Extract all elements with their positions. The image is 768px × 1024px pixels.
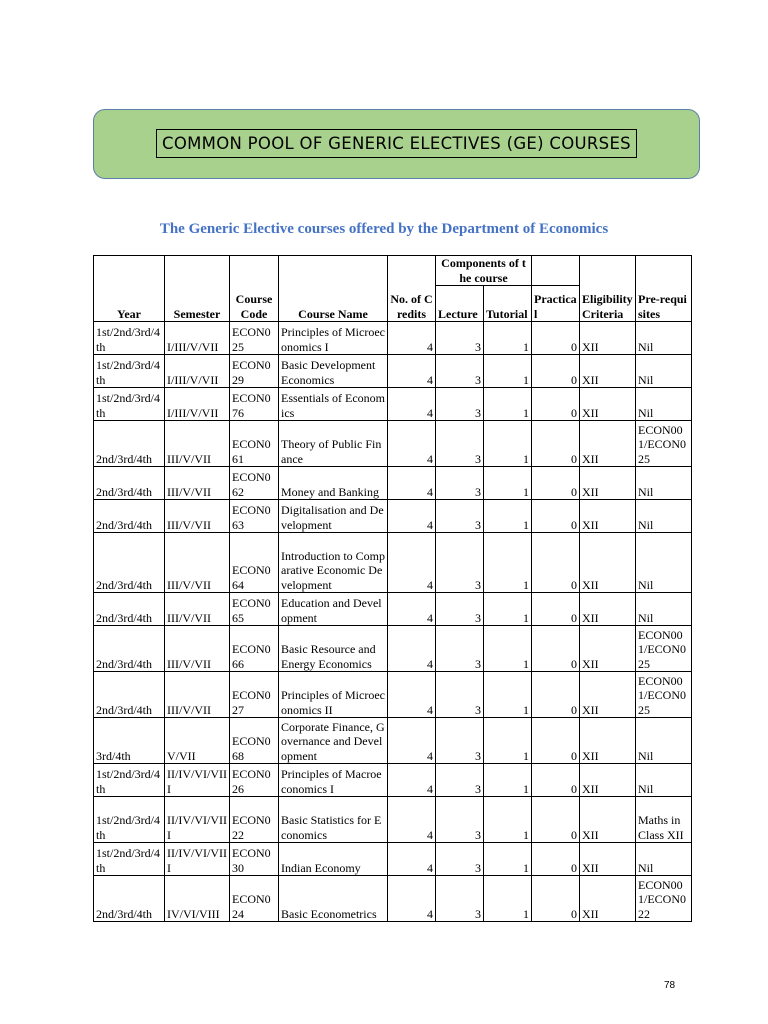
- cell-tutorial: 1: [484, 626, 532, 672]
- cell-course-code: ECON066: [230, 626, 279, 672]
- cell-course-code: ECON022: [230, 797, 279, 843]
- cell-course-name: Money and Banking: [279, 467, 388, 500]
- cell-semester: II/IV/VI/VIII: [165, 797, 230, 843]
- cell-credits: 4: [388, 388, 436, 421]
- cell-eligibility: XII: [580, 626, 636, 672]
- cell-practical: 0: [532, 797, 580, 843]
- ge-courses-table: [93, 255, 692, 922]
- cell-practical: 0: [532, 626, 580, 672]
- cell-practical: 0: [532, 533, 580, 593]
- cell-credits: 4: [388, 500, 436, 533]
- header-tutorial: Tutorial: [484, 286, 532, 322]
- cell-eligibility: XII: [580, 500, 636, 533]
- cell-semester: I/III/V/VII: [165, 388, 230, 421]
- cell-semester: V/VII: [165, 718, 230, 764]
- cell-course-code: ECON076: [230, 388, 279, 421]
- cell-semester: II/IV/VI/VIII: [165, 843, 230, 876]
- cell-semester: III/V/VII: [165, 467, 230, 500]
- cell-prerequisites: Nil: [636, 718, 692, 764]
- cell-semester: III/V/VII: [165, 593, 230, 626]
- table-row: [94, 876, 692, 922]
- cell-course-name: Basic Statistics for Economics: [279, 797, 388, 843]
- table-row: [94, 388, 692, 421]
- cell-tutorial: 1: [484, 388, 532, 421]
- cell-year: 2nd/3rd/4th: [94, 421, 165, 467]
- header-semester: Semester: [165, 256, 230, 322]
- cell-semester: I/III/V/VII: [165, 322, 230, 355]
- page-number: 78: [664, 980, 676, 991]
- cell-tutorial: 1: [484, 718, 532, 764]
- cell-course-code: ECON024: [230, 876, 279, 922]
- cell-course-code: ECON064: [230, 533, 279, 593]
- cell-course-code: ECON025: [230, 322, 279, 355]
- cell-eligibility: XII: [580, 593, 636, 626]
- cell-lecture: 3: [436, 500, 484, 533]
- cell-course-code: ECON029: [230, 355, 279, 388]
- cell-tutorial: 1: [484, 876, 532, 922]
- cell-prerequisites: Nil: [636, 764, 692, 797]
- cell-prerequisites: Nil: [636, 593, 692, 626]
- table-row: [94, 718, 692, 764]
- table-row: [94, 533, 692, 593]
- header-components-blank: [532, 256, 580, 286]
- cell-credits: 4: [388, 718, 436, 764]
- section-title: COMMON POOL OF GENERIC ELECTIVES (GE) COURSES: [156, 129, 637, 158]
- cell-course-code: ECON061: [230, 421, 279, 467]
- cell-tutorial: 1: [484, 500, 532, 533]
- cell-course-name: Basic Resource and Energy Economics: [279, 626, 388, 672]
- cell-semester: III/V/VII: [165, 500, 230, 533]
- cell-practical: 0: [532, 672, 580, 718]
- cell-lecture: 3: [436, 626, 484, 672]
- cell-semester: III/V/VII: [165, 533, 230, 593]
- cell-credits: 4: [388, 764, 436, 797]
- cell-tutorial: 1: [484, 764, 532, 797]
- cell-eligibility: XII: [580, 876, 636, 922]
- cell-semester: III/V/VII: [165, 672, 230, 718]
- cell-practical: 0: [532, 467, 580, 500]
- cell-practical: 0: [532, 876, 580, 922]
- cell-tutorial: 1: [484, 467, 532, 500]
- table-body: [94, 322, 692, 922]
- cell-lecture: 3: [436, 672, 484, 718]
- cell-course-code: ECON026: [230, 764, 279, 797]
- cell-credits: 4: [388, 533, 436, 593]
- cell-lecture: 3: [436, 322, 484, 355]
- cell-tutorial: 1: [484, 355, 532, 388]
- cell-course-name: Digitalisation and Development: [279, 500, 388, 533]
- cell-year: 2nd/3rd/4th: [94, 593, 165, 626]
- cell-credits: 4: [388, 876, 436, 922]
- header-prerequisites: Pre-requisites: [636, 256, 692, 322]
- cell-prerequisites: Nil: [636, 355, 692, 388]
- cell-credits: 4: [388, 467, 436, 500]
- cell-practical: 0: [532, 764, 580, 797]
- cell-eligibility: XII: [580, 718, 636, 764]
- table-row: [94, 593, 692, 626]
- cell-course-name: Corporate Finance, Governance and Development: [279, 718, 388, 764]
- table-row: [94, 421, 692, 467]
- cell-credits: 4: [388, 593, 436, 626]
- cell-eligibility: XII: [580, 467, 636, 500]
- cell-year: 2nd/3rd/4th: [94, 672, 165, 718]
- cell-semester: IV/VI/VIII: [165, 876, 230, 922]
- header-year: Year: [94, 256, 165, 322]
- cell-prerequisites: Nil: [636, 467, 692, 500]
- cell-course-code: ECON068: [230, 718, 279, 764]
- table-row: [94, 355, 692, 388]
- cell-course-name: Principles of Microeconomics II: [279, 672, 388, 718]
- header-lecture: Lecture: [436, 286, 484, 322]
- header-practical: Practical: [532, 286, 580, 322]
- cell-tutorial: 1: [484, 843, 532, 876]
- cell-prerequisites: ECON001/ECON022: [636, 876, 692, 922]
- cell-eligibility: XII: [580, 672, 636, 718]
- cell-lecture: 3: [436, 876, 484, 922]
- cell-semester: II/IV/VI/VIII: [165, 764, 230, 797]
- cell-lecture: 3: [436, 467, 484, 500]
- cell-lecture: 3: [436, 718, 484, 764]
- cell-credits: 4: [388, 672, 436, 718]
- cell-year: 3rd/4th: [94, 718, 165, 764]
- header-course-code: Course Code: [230, 256, 279, 322]
- cell-eligibility: XII: [580, 355, 636, 388]
- cell-year: 2nd/3rd/4th: [94, 876, 165, 922]
- cell-eligibility: XII: [580, 797, 636, 843]
- cell-prerequisites: ECON001/ECON025: [636, 421, 692, 467]
- header-components: Components of the course: [436, 256, 532, 286]
- cell-lecture: 3: [436, 797, 484, 843]
- table-row: [94, 764, 692, 797]
- cell-lecture: 3: [436, 843, 484, 876]
- table-row: [94, 843, 692, 876]
- cell-tutorial: 1: [484, 672, 532, 718]
- cell-course-name: Basic Econometrics: [279, 876, 388, 922]
- cell-year: 1st/2nd/3rd/4th: [94, 797, 165, 843]
- cell-practical: 0: [532, 322, 580, 355]
- header-credits: No. of Credits: [388, 256, 436, 322]
- cell-course-name: Basic Development Economics: [279, 355, 388, 388]
- cell-practical: 0: [532, 843, 580, 876]
- cell-prerequisites: Nil: [636, 500, 692, 533]
- cell-semester: III/V/VII: [165, 421, 230, 467]
- cell-course-code: ECON063: [230, 500, 279, 533]
- cell-course-name: Education and Development: [279, 593, 388, 626]
- cell-eligibility: XII: [580, 843, 636, 876]
- cell-year: 2nd/3rd/4th: [94, 500, 165, 533]
- cell-lecture: 3: [436, 421, 484, 467]
- cell-prerequisites: ECON001/ECON025: [636, 626, 692, 672]
- cell-credits: 4: [388, 843, 436, 876]
- cell-prerequisites: ECON001/ECON025: [636, 672, 692, 718]
- table-subtitle: The Generic Elective courses offered by the Department of Economics: [159, 221, 609, 237]
- cell-credits: 4: [388, 797, 436, 843]
- cell-tutorial: 1: [484, 593, 532, 626]
- cell-lecture: 3: [436, 593, 484, 626]
- cell-tutorial: 1: [484, 533, 532, 593]
- cell-credits: 4: [388, 322, 436, 355]
- cell-lecture: 3: [436, 764, 484, 797]
- cell-practical: 0: [532, 500, 580, 533]
- cell-practical: 0: [532, 421, 580, 467]
- cell-year: 1st/2nd/3rd/4th: [94, 764, 165, 797]
- cell-year: 2nd/3rd/4th: [94, 467, 165, 500]
- cell-course-code: ECON062: [230, 467, 279, 500]
- cell-practical: 0: [532, 355, 580, 388]
- cell-semester: I/III/V/VII: [165, 355, 230, 388]
- cell-year: 1st/2nd/3rd/4th: [94, 355, 165, 388]
- cell-course-name: Indian Economy: [279, 843, 388, 876]
- cell-year: 1st/2nd/3rd/4th: [94, 843, 165, 876]
- table-row: [94, 626, 692, 672]
- cell-year: 1st/2nd/3rd/4th: [94, 322, 165, 355]
- cell-semester: III/V/VII: [165, 626, 230, 672]
- table-row: [94, 672, 692, 718]
- cell-prerequisites: Nil: [636, 533, 692, 593]
- cell-eligibility: XII: [580, 533, 636, 593]
- cell-credits: 4: [388, 626, 436, 672]
- cell-practical: 0: [532, 593, 580, 626]
- cell-course-code: ECON030: [230, 843, 279, 876]
- cell-credits: 4: [388, 355, 436, 388]
- cell-credits: 4: [388, 421, 436, 467]
- cell-prerequisites: Nil: [636, 388, 692, 421]
- table-row: [94, 322, 692, 355]
- cell-prerequisites: Nil: [636, 322, 692, 355]
- cell-prerequisites: Maths in Class XII: [636, 797, 692, 843]
- cell-course-name: Theory of Public Finance: [279, 421, 388, 467]
- cell-prerequisites: Nil: [636, 843, 692, 876]
- cell-course-name: Principles of Macroeconomics I: [279, 764, 388, 797]
- cell-tutorial: 1: [484, 322, 532, 355]
- cell-course-name: Essentials of Economics: [279, 388, 388, 421]
- cell-eligibility: XII: [580, 764, 636, 797]
- cell-eligibility: XII: [580, 322, 636, 355]
- table-row: [94, 797, 692, 843]
- cell-practical: 0: [532, 718, 580, 764]
- cell-year: 2nd/3rd/4th: [94, 533, 165, 593]
- cell-lecture: 3: [436, 388, 484, 421]
- table-row: [94, 500, 692, 533]
- header-eligibility: Eligibility Criteria: [580, 256, 636, 322]
- section-banner: [93, 109, 700, 179]
- cell-course-code: ECON027: [230, 672, 279, 718]
- cell-tutorial: 1: [484, 797, 532, 843]
- cell-eligibility: XII: [580, 388, 636, 421]
- cell-practical: 0: [532, 388, 580, 421]
- cell-year: 1st/2nd/3rd/4th: [94, 388, 165, 421]
- cell-eligibility: XII: [580, 421, 636, 467]
- table-row: [94, 467, 692, 500]
- header-course-name: Course Name: [279, 256, 388, 322]
- cell-course-code: ECON065: [230, 593, 279, 626]
- cell-tutorial: 1: [484, 421, 532, 467]
- cell-lecture: 3: [436, 355, 484, 388]
- cell-lecture: 3: [436, 533, 484, 593]
- cell-course-name: Introduction to Comparative Economic Development: [279, 533, 388, 593]
- cell-year: 2nd/3rd/4th: [94, 626, 165, 672]
- cell-course-name: Principles of Microeconomics I: [279, 322, 388, 355]
